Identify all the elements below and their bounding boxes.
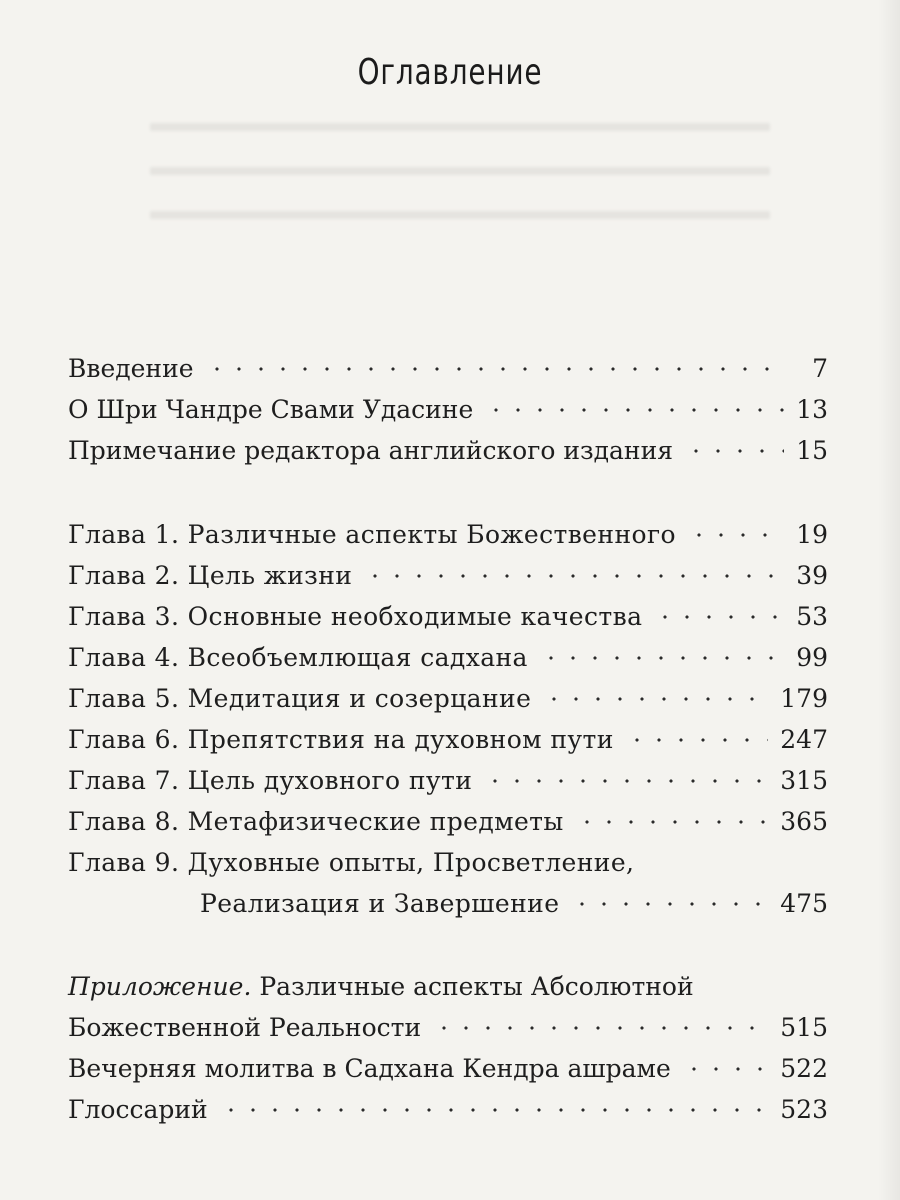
toc-entry-glossary[interactable]	[68, 1089, 828, 1130]
dot-leader	[576, 819, 769, 825]
toc-entry-page: 53	[796, 602, 828, 631]
toc-entry-appendix-continued[interactable]	[68, 1007, 828, 1048]
toc-entry-chapter-1[interactable]	[68, 514, 828, 555]
toc-entry-page: 7	[812, 354, 828, 383]
toc-entry-page: 475	[780, 889, 828, 918]
dot-leader	[484, 778, 768, 784]
toc-entry-page: 15	[796, 436, 828, 465]
toc-entry-label: Глава 8. Метафизические предметы	[68, 807, 564, 836]
toc-entry-about[interactable]	[68, 389, 828, 430]
toc-entry-label: Глава 9. Духовные опыты, Просветление,	[68, 848, 635, 877]
toc-intro-section	[68, 348, 828, 471]
toc-entry-page: 522	[780, 1054, 828, 1083]
appendix-title-line1: Различные аспекты Абсолютной	[259, 972, 694, 1001]
toc-entry-chapter-9[interactable]	[68, 842, 828, 883]
toc-entry-chapter-2[interactable]	[68, 555, 828, 596]
toc-entry-page: 515	[780, 1013, 828, 1042]
dot-leader	[626, 737, 768, 743]
toc-entry-page: 179	[780, 684, 828, 713]
toc-entry-introduction[interactable]	[68, 348, 828, 389]
toc-chapters-section	[68, 514, 828, 924]
dot-leader	[206, 366, 786, 372]
dot-leader	[543, 696, 768, 702]
dot-leader	[220, 1107, 769, 1113]
toc-entry-chapter-4[interactable]	[68, 637, 828, 678]
toc-entry-label: Реализация и Завершение	[200, 889, 560, 918]
toc-entry-chapter-9-continued[interactable]	[68, 883, 828, 924]
toc-entry-page: 19	[796, 520, 828, 549]
toc-entry-label: Глава 5. Медитация и созерцание	[68, 684, 532, 713]
toc-entry-label: Глава 2. Цель жизни	[68, 561, 353, 590]
dot-leader	[685, 448, 784, 454]
toc-entry-label: Глоссарий	[68, 1095, 208, 1124]
toc-entry-label: Вечерняя молитва в Садхана Кендра ашраме	[68, 1054, 671, 1083]
toc-entry-page: 315	[780, 766, 828, 795]
toc-entry-chapter-6[interactable]	[68, 719, 828, 760]
toc-entry-label: Глава 7. Цель духовного пути	[68, 766, 473, 795]
appendix-title-line2: Божественной Реальности	[68, 1013, 422, 1042]
toc-entry-label: О Шри Чандре Свами Удасине	[68, 395, 474, 424]
toc-entry-appendix[interactable]	[68, 966, 828, 1007]
toc-entry-chapter-7[interactable]	[68, 760, 828, 801]
dot-leader	[683, 1066, 769, 1072]
dot-leader	[540, 655, 784, 661]
page-edge-shadow	[878, 0, 900, 1200]
toc-entry-evening-prayer[interactable]	[68, 1048, 828, 1089]
toc-entry-page: 39	[796, 561, 828, 590]
toc-entry-editor-note[interactable]	[68, 430, 828, 471]
dot-leader	[654, 614, 784, 620]
page-title: Оглавление	[357, 52, 543, 93]
dot-leader	[688, 532, 784, 538]
dot-leader	[485, 407, 784, 413]
toc-entry-label: Введение	[68, 354, 194, 383]
toc-entry-chapter-3[interactable]	[68, 596, 828, 637]
toc-entry-chapter-8[interactable]	[68, 801, 828, 842]
toc-appendix-section	[68, 966, 828, 1130]
toc-entry-label: Глава 4. Всеобъемлющая садхана	[68, 643, 528, 672]
dot-leader	[571, 901, 768, 907]
show-through-text	[150, 95, 770, 235]
toc-entry-page: 523	[780, 1095, 828, 1124]
toc-entry-chapter-5[interactable]	[68, 678, 828, 719]
appendix-prefix: Приложение.	[68, 972, 252, 1001]
dot-leader	[433, 1025, 768, 1031]
toc-entry-page: 99	[796, 643, 828, 672]
toc-entry-label: Примечание редактора английского издания	[68, 436, 674, 465]
toc-entry-label: Глава 3. Основные необходимые качества	[68, 602, 643, 631]
toc-entry-page: 13	[796, 395, 828, 424]
toc-entry-page: 247	[780, 725, 828, 754]
toc-entry-label: Глава 1. Различные аспекты Божественного	[68, 520, 676, 549]
toc-entry-page: 365	[780, 807, 828, 836]
toc-entry-label: Глава 6. Препятствия на духовном пути	[68, 725, 614, 754]
dot-leader	[364, 573, 784, 579]
